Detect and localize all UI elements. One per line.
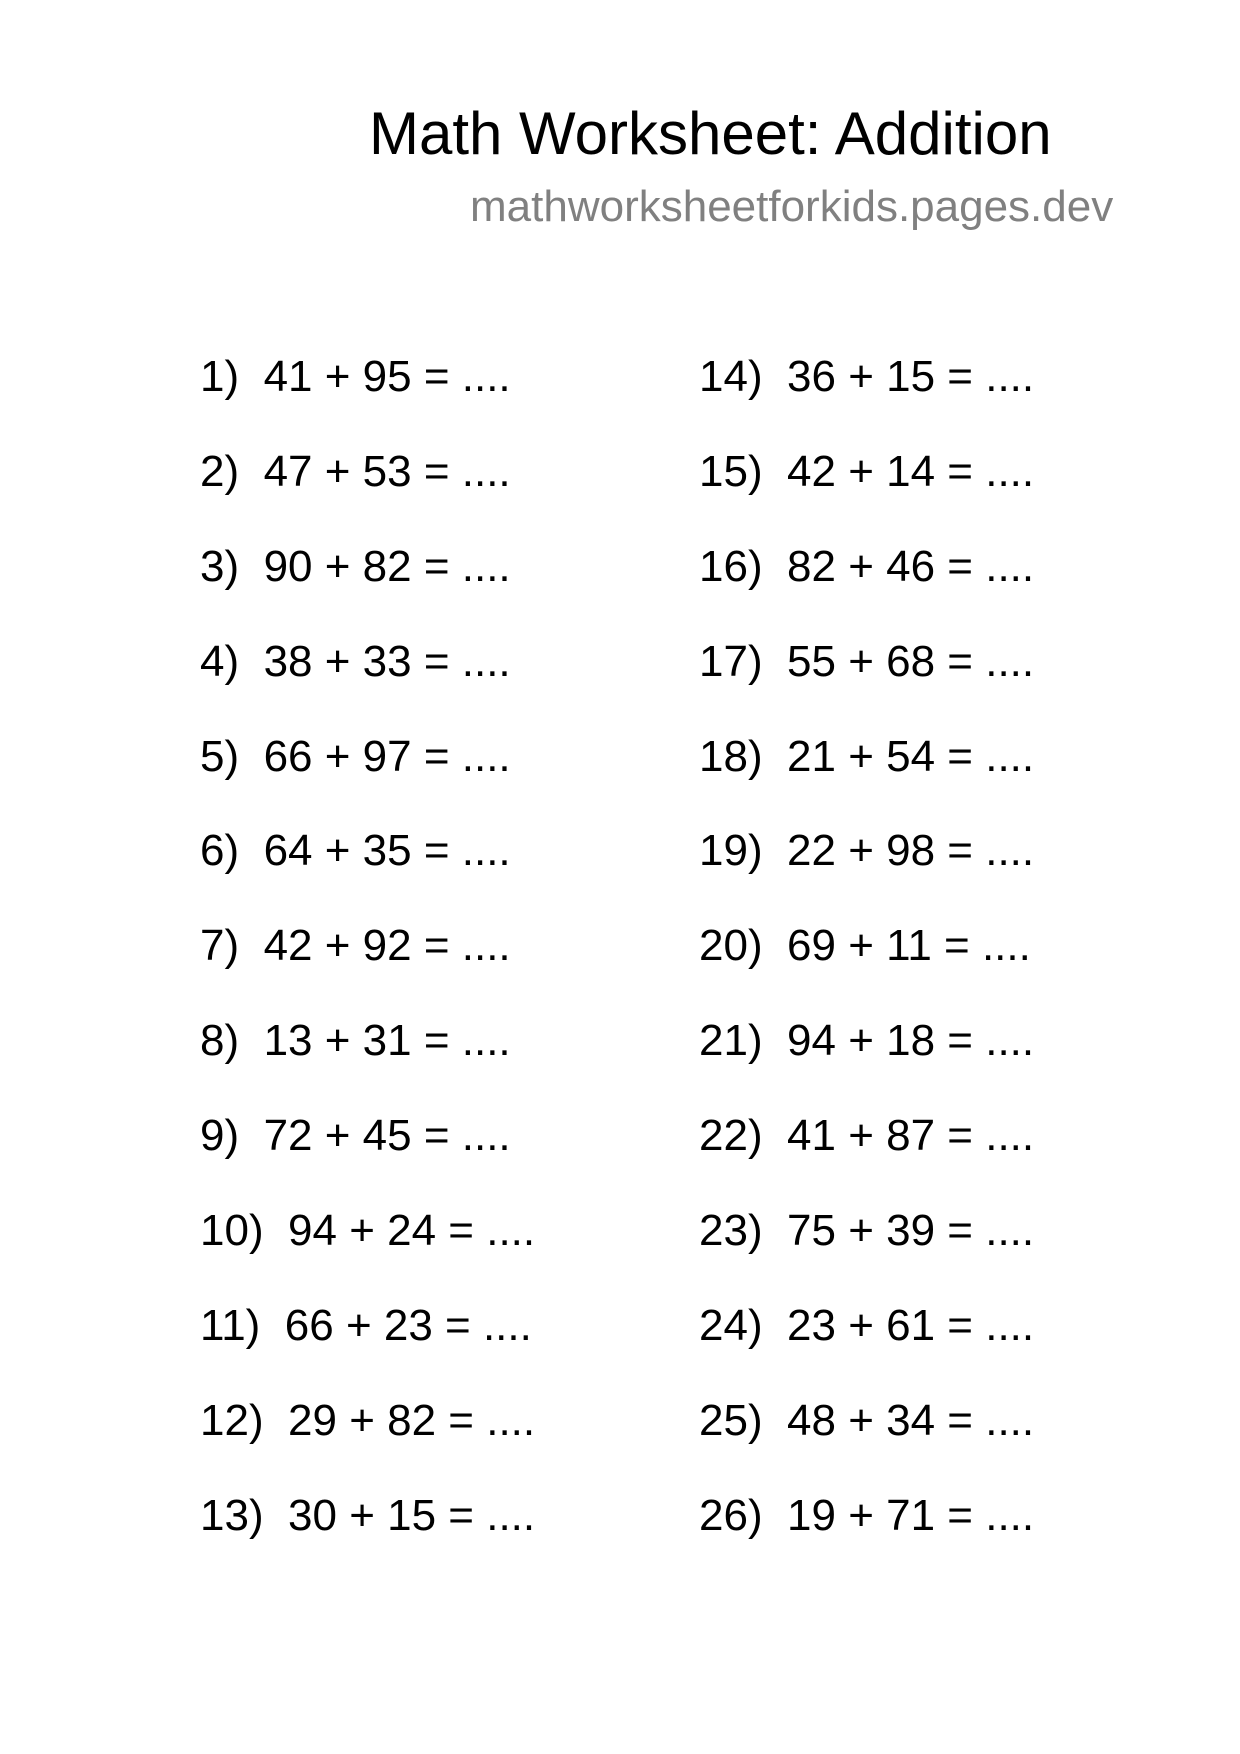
source-url: mathworksheetforkids.pages.dev <box>470 182 1114 231</box>
problem-item <box>200 1300 535 1399</box>
problem-expression: 13 + 31 = .... <box>263 1016 511 1066</box>
problem-expression: 55 + 68 = .... <box>787 636 1035 686</box>
problem-item <box>699 446 1035 545</box>
problem-expression: 82 + 46 = .... <box>787 541 1035 591</box>
problem-item <box>699 1490 1035 1589</box>
problem-number: 15) <box>699 446 763 496</box>
problem-number: 25) <box>699 1395 763 1445</box>
problem-expression: 75 + 39 = .... <box>787 1206 1035 1256</box>
problem-item <box>200 1206 536 1304</box>
problem-number: 3) <box>200 541 240 591</box>
problem-number: 6) <box>200 826 240 876</box>
problem-expression: 69 + 11 = .... <box>787 921 1031 971</box>
problem-expression: 42 + 92 = .... <box>263 921 511 971</box>
problem-expression: 38 + 33 = .... <box>263 636 511 686</box>
problem-expression: 94 + 24 = .... <box>288 1206 536 1256</box>
problem-number: 13) <box>200 1490 264 1540</box>
problem-expression: 22 + 98 = .... <box>787 826 1035 876</box>
problem-expression: 23 + 61 = .... <box>787 1300 1035 1350</box>
problem-item <box>200 636 535 735</box>
problem-expression: 21 + 54 = .... <box>787 731 1035 781</box>
problem-expression: 72 + 45 = .... <box>263 1111 511 1161</box>
problem-number: 23) <box>699 1206 763 1256</box>
problem-expression: 64 + 35 = .... <box>263 826 511 876</box>
problem-number: 24) <box>699 1300 763 1350</box>
problem-item <box>699 541 1035 640</box>
problem-number: 22) <box>699 1111 763 1161</box>
problem-item <box>699 1111 1035 1209</box>
problem-expression: 66 + 23 = .... <box>284 1300 532 1350</box>
problem-item <box>200 1490 536 1589</box>
problem-expression: 29 + 82 = .... <box>288 1395 536 1445</box>
problem-item <box>699 636 1035 735</box>
problem-item <box>699 1395 1035 1494</box>
problem-expression: 47 + 53 = .... <box>263 446 511 496</box>
problem-item <box>699 1206 1035 1304</box>
problem-number: 7) <box>200 921 240 971</box>
problem-number: 12) <box>200 1395 264 1445</box>
problem-item <box>699 921 1034 1019</box>
problem-number: 14) <box>699 352 763 401</box>
problem-item <box>699 1300 1035 1399</box>
problem-item <box>699 1016 1035 1114</box>
problem-item <box>200 1111 535 1209</box>
problem-number: 19) <box>699 826 763 876</box>
problem-number: 10) <box>200 1206 264 1256</box>
problem-expression: 42 + 14 = .... <box>787 446 1035 496</box>
problem-number: 20) <box>699 921 763 971</box>
problem-item <box>200 826 535 924</box>
problem-item <box>699 352 1035 450</box>
problem-item <box>200 352 535 450</box>
problem-expression: 36 + 15 = .... <box>787 352 1035 401</box>
problem-number: 18) <box>699 731 763 781</box>
problem-item <box>200 1016 535 1114</box>
problem-expression: 19 + 71 = .... <box>787 1490 1035 1540</box>
worksheet-title: Math Worksheet: Addition <box>369 100 1052 167</box>
problem-number: 2) <box>200 446 240 496</box>
problem-item <box>200 446 535 545</box>
problem-number: 17) <box>699 636 763 686</box>
problem-item <box>699 731 1035 830</box>
problem-column-right <box>699 352 1035 1589</box>
problem-number: 16) <box>699 541 763 591</box>
problem-expression: 66 + 97 = .... <box>263 731 511 781</box>
problem-item <box>200 731 535 830</box>
problem-number: 9) <box>200 1111 240 1161</box>
problem-expression: 48 + 34 = .... <box>787 1395 1035 1445</box>
problem-number: 26) <box>699 1490 763 1540</box>
problem-number: 21) <box>699 1016 763 1066</box>
problem-column-left <box>200 352 536 1589</box>
problem-expression: 41 + 87 = .... <box>787 1111 1035 1161</box>
problem-item <box>699 826 1035 924</box>
problem-number: 11) <box>200 1300 261 1350</box>
problem-number: 5) <box>200 731 240 781</box>
problem-number: 4) <box>200 636 240 686</box>
problem-expression: 30 + 15 = .... <box>288 1490 536 1540</box>
problem-expression: 94 + 18 = .... <box>787 1016 1035 1066</box>
problem-item <box>200 541 535 640</box>
problem-expression: 90 + 82 = .... <box>263 541 511 591</box>
problem-item <box>200 1395 536 1494</box>
problem-item <box>200 921 535 1019</box>
problem-number: 1) <box>200 352 240 401</box>
problem-expression: 41 + 95 = .... <box>263 352 511 401</box>
problem-number: 8) <box>200 1016 240 1066</box>
